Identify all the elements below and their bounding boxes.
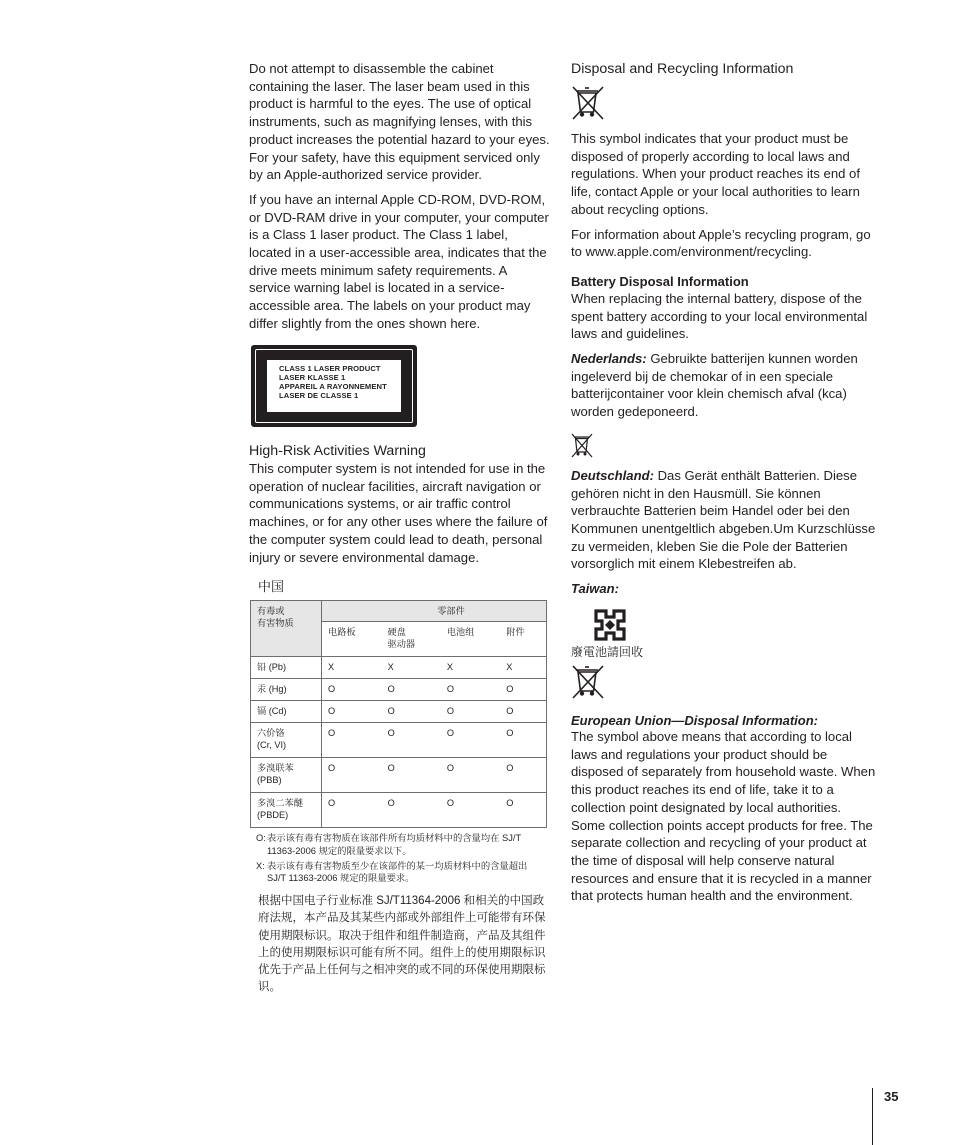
china-title: 中国 [258, 579, 285, 594]
laser-warning-paragraph: Do not attempt to disassemble the cabinet containing the laser. The laser beam used in this product is harmful to the eyes. The use of optical instruments, such as magnifying lenses, with this product increases the potential hazard to your eyes. For your safety, have this equipment serviced only by an Apple-authorized service provider. [249, 61, 550, 183]
crossed-out-wheelie-bin-icon [571, 85, 605, 121]
column-header [382, 622, 441, 657]
table-row [251, 679, 547, 701]
laser-label-line: LASER DE CLASSE 1 [279, 391, 359, 400]
disposal-paragraph-1: This symbol indicates that your product must be disposed of properly according to local laws and regulations. When your product reaches its end of life, contact Apple or your local authorities to learn about recycling options. [571, 131, 860, 217]
taiwan-recycling-icon [592, 607, 628, 643]
eu-text: The symbol above means that according to local laws and regulations your product should be disposed of separately from household waste. When this product reaches its end of life, take it to a collection point designated by local authorities. Some collection points accept products for free. The separate collection and recycling of your product at the time of disposal will help conserve natural resources and ensure that it is recycled in a manner that protects human health and the environment. [571, 729, 876, 904]
column-header [322, 622, 382, 657]
table-row [251, 657, 547, 679]
german-label: Deutschland: [571, 467, 654, 483]
row-label: 多溴二苯醚 (PBDE) [251, 793, 322, 828]
table-cell: O [441, 758, 500, 793]
table-cell: O [322, 679, 382, 701]
column-label: 附件 [506, 627, 525, 637]
table-cell: O [382, 723, 441, 758]
laser-label-line: LASER KLASSE 1 [279, 373, 346, 382]
small-crossed-out-bin-icon [571, 433, 593, 459]
column-label: 硬盘 驱动器 [387, 627, 416, 649]
laser-class-paragraph: If you have an internal Apple CD-ROM, DVD-ROM, or DVD-RAM drive in your computer, your computer is a Class 1 laser product. The Class 1 label, located in a user-accessible area, indicates that the drive meets minimum safety requirements. A service warning label is located in a service-accessible area. The labels on your product may differ slightly from the ones shown here. [249, 191, 549, 331]
table-header-row [251, 601, 547, 622]
taiwan-label: Taiwan: [571, 581, 619, 597]
crossed-out-wheelie-bin-icon [571, 664, 605, 700]
corner-line: 有毒或 [257, 606, 285, 616]
dutch-label: Nederlands: [571, 351, 647, 367]
folio-rule [872, 1088, 873, 1145]
class-1-laser-label [251, 345, 417, 427]
dutch-text: Gebruikte batterijen kunnen worden ingeleverd bij de chemokar of in een speciale batterijcontainer voor klein chemisch afval (kca) worden gedeponeerd. [571, 351, 858, 420]
parts-group-header: 零部件 [322, 601, 547, 622]
china-regulation-paragraph: 根据中国电子行业标准 SJ/T11364-2006 和相关的中国政府法规，本产品及其某些内部或外部组件上可能带有环保使用期限标识。取决于组件和组件制造商，产品及其组件上的使用期限标识可能有所不同。组件上的使用期限标识优先于产品上任何与之相冲突的或不同的环保使用期限标识。 [258, 895, 546, 994]
disposal-heading: Disposal and Recycling Information [571, 61, 794, 77]
table-cell: O [500, 679, 546, 701]
laser-label-text [267, 360, 401, 412]
table-cell: X [382, 657, 441, 679]
battery-text: When replacing the internal battery, dispose of the spent battery according to your local environmental laws and guidelines. [571, 290, 868, 342]
high-risk-section [249, 442, 551, 566]
high-risk-text: This computer system is not intended for use in the operation of nuclear facilities, aircraft navigation or communications systems, or air traffic control machines, or for any other uses where the failure of the computer system could lead to death, personal injury or severe environmental damage. [249, 461, 548, 565]
eu-label: European Union—Disposal Information: [571, 713, 819, 729]
china-notes [256, 832, 546, 885]
row-label: 铅 (Pb) [251, 657, 322, 679]
table-cell: O [441, 723, 500, 758]
table-cell: O [441, 679, 500, 701]
laser-label-line: CLASS 1 LASER PRODUCT [279, 364, 381, 373]
table-cell: O [322, 758, 382, 793]
column-header [441, 622, 500, 657]
high-risk-heading: High-Risk Activities Warning [249, 443, 426, 459]
battery-heading: Battery Disposal Information [571, 273, 749, 289]
german-text: Das Gerät enthält Batterien. Diese gehören nicht in den Hausmüll. Sie können verbrauchte Batterien beim Handel oder bei den Kommunen unentgeltlich abgeben.Um Kurzschlüsse zu vermeiden, kleben Sie die Pole der Batterien vorsorglich mit einem Klebestreifen ab. [571, 467, 876, 572]
column-label: 电池组 [446, 627, 475, 637]
table-cell: O [322, 793, 382, 828]
table-cell: O [382, 793, 441, 828]
note-o-key: O: [256, 833, 266, 843]
disposal-paragraph-2: For information about Apple’s recycling program, go to www.apple.com/environment/recycling. [571, 226, 871, 260]
table-row [251, 758, 547, 793]
table-row [251, 793, 547, 828]
laser-label-line: APPAREIL A RAYONNEMENT [279, 382, 387, 391]
table-body [251, 657, 547, 828]
table-cell: O [500, 793, 546, 828]
table-row [251, 701, 547, 723]
dutch-paragraph [571, 350, 877, 421]
table-cell: O [382, 701, 441, 723]
left-column [249, 60, 551, 333]
row-label: 汞 (Hg) [251, 679, 322, 701]
table-row [251, 723, 547, 758]
column-header [500, 622, 546, 657]
table-cell: O [500, 701, 546, 723]
table-cell: O [322, 701, 382, 723]
row-label: 多溴联苯 (PBB) [251, 758, 322, 793]
row-label: 六价铬 (Cr, VI) [251, 723, 322, 758]
table-cell: O [441, 793, 500, 828]
row-label: 镉 (Cd) [251, 701, 322, 723]
page-number: 35 [884, 1089, 899, 1104]
china-hazard-table [250, 600, 547, 828]
table-corner-cell [251, 601, 322, 657]
right-column [571, 60, 877, 905]
note-o [256, 832, 546, 858]
table-cell: O [322, 723, 382, 758]
note-x [256, 860, 546, 886]
note-x-key: X: [256, 860, 265, 871]
table-cell: O [441, 701, 500, 723]
column-label: 电路板 [328, 627, 356, 637]
table-cell: O [382, 758, 441, 793]
table-cell: X [322, 657, 382, 679]
table-cell: O [500, 758, 546, 793]
table-cell: O [500, 723, 546, 758]
corner-line: 有害物质 [257, 618, 294, 628]
table-cell: X [441, 657, 500, 679]
note-o-text: 表示该有毒有害物质在该部件所有均质材料中的含量均在 SJ/T 11363-2006 规定的限量要求以下。 [267, 833, 521, 856]
table-cell: O [382, 679, 441, 701]
german-paragraph [571, 467, 877, 573]
table-cell: X [500, 657, 546, 679]
note-x-text: 表示该有毒有害物质至少在该部件的某一均质材料中的含量超出 SJ/T 11363-2006 规定的限量要求。 [267, 860, 528, 884]
taiwan-caption: 廢電池請回收 [571, 645, 644, 660]
